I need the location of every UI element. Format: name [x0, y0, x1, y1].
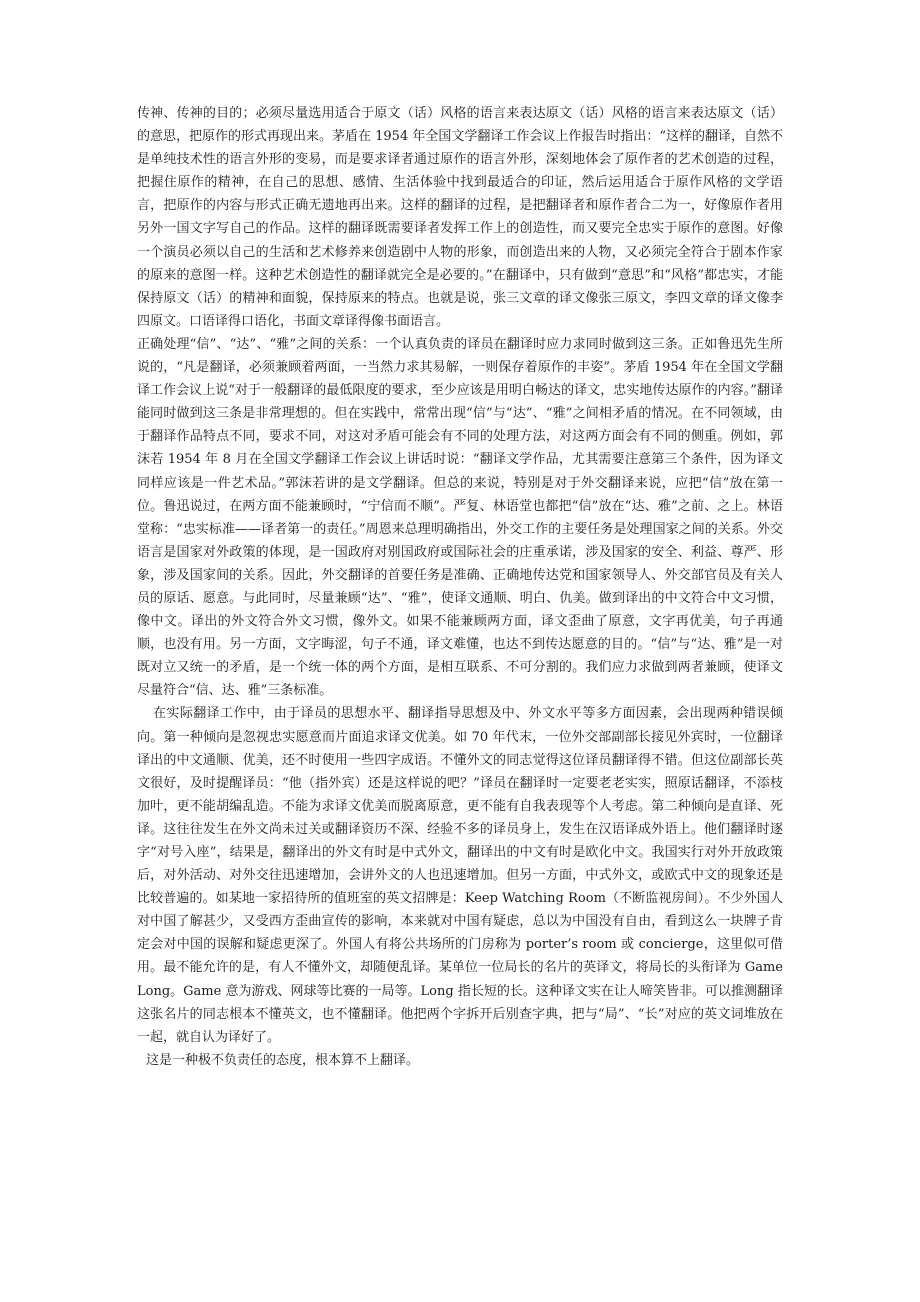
document-body	[137, 102, 783, 1072]
paragraph-conclusion: 这是一种极不负责任的态度，根本算不上翻译。	[146, 1052, 420, 1068]
paragraph-translation-style: 传神、传神的目的；必须尽量选用适合于原文（话）风格的语言来表达原文（话）风格的语言来表达原文（话）的意思，把原作的形式再现出来。茅盾在 1954 年全国文学翻译工作会议上作报告时指出：“这样的翻译，自然不是单纯技术性的语言外形的变易，而是要求译者通过原作的语言外形，深刻地体会了原作者的艺术创造的过程，把握住原作的精神，在自己的思想、感情、生活体验中找到最适合的印证，然后运用适合于原作风格的文学语言，把原作的内容与形式正确无遗地再出来。这样的翻译的过程，是把翻译者和原作者合二为一，好像原作者用另外一国文字写自己的作品。这样的翻译既需要译者发挥工作上的创造性，而又要完全忠实于原作的意图。好像一个演员必须以自己的生活和艺术修养来创造剧中人物的形象，而创造出来的人物，又必须完全符合于剧本作家的原来的意图一样。这种艺术创造性的翻译就完全是必要的。”在翻译中，只有做到“意思”和“风格”都忠实，才能保持原文（话）的精神和面貌，保持原来的特点。也就是说，张三文章的译文像张三原文，李四文章的译文像李四原文。口语译得口语化，书面文章译得像书面语言。	[137, 106, 783, 329]
paragraph-xin-da-ya: 正确处理“信”、“达”、“雅”之间的关系：一个认真负责的译员在翻译时应力求同时做到这三条。正如鲁迅先生所说的，“凡是翻译，必须兼顾着两面，一当然力求其易解，一则保存着原作的丰姿”。茅盾 1954 年在全国文学翻译工作会议上说“对于一般翻译的最低限度的要求，至少应该是用明白畅达的译文，忠实地传达原作的内容。”翻译能同时做到这三条是非常理想的。但在实践中，常常出现“信”与“达”、“雅”之间相矛盾的情况。在不同领域，由于翻译作品特点不同，要求不同，对这对矛盾可能会有不同的处理方法，对这两方面会有不同的侧重。例如，郭沫若 1954 年 8 月在全国文学翻译工作会议上讲话时说：“翻译文学作品，尤其需要注意第三个条件，因为译文同样应该是一件艺术品。”郭沫若讲的是文学翻译。但总的来说，特别是对于外交翻译来说，应把“信”放在第一位。鲁迅说过，在两方面不能兼顾时，“宁信而不顺”。严复、林语堂也都把“信”放在“达、雅”之前、之上。林语堂称：“忠实标准——译者第一的责任。”周恩来总理明确指出，外交工作的主要任务是处理国家之间的关系。外交语言是国家对外政策的体现，是一国政府对别国政府或国际社会的庄重承诺，涉及国家的安全、利益、尊严、形象，涉及国家间的关系。因此，外交翻译的首要任务是准确、正确地传达党和国家领导人、外交部官员及有关人员的原话、愿意。与此同时，尽量兼顾“达”、“雅”，使译文通顺、明白、仇美。做到译出的中文符合中文习惯，像中文。译出的外文符合外文习惯，像外文。如果不能兼顾两方面，译文歪曲了原意，文字再优美，句子再通顺，也没有用。另一方面，文字晦涩，句子不通，译文难懂，也达不到传达愿意的目的。“信”与“达、雅”是一对既对立又统一的矛盾，是一个统一体的两个方面，是相互联系、不可分割的。我们应力求做到两者兼顾，使译文尽量符合“信、达、雅”三条标准。	[137, 336, 783, 699]
paragraph-error-tendencies: 在实际翻译工作中，由于译员的思想水平、翻译指导思想及中、外文水平等多方面因素，会出现两种错误倾向。第一种倾向是忽视忠实愿意而片面追求译文优美。如 70 年代末，一位外交部副部长接见外宾时，一位翻译译出的中文通顺、优美，还不时使用一些四字成语。不懂外文的同志觉得这位译员翻译得不错。但这位副部长英文很好，及时提醒译员：“他（指外宾）还是这样说的吧？”译员在翻译时一定要老老实实，照原话翻译，不添枝加叶，更不能胡编乱造。不能为求译文优美而脱离原意，更不能有自我表现等个人考虑。第二种倾向是直译、死译。这往往发生在外文尚未过关或翻译资历不深、经验不多的译员身上，发生在汉语译成外语上。他们翻译时逐字“对号入座”，结果是，翻译出的外文有时是中式外文，翻译出的中文有时是欧化中文。我国实行对外开放政策后，对外活动、对外交往迅速增加，会讲外文的人也迅速增加。但另一方面，中式外文，或欧式中文的现象还是比较普遍的。如某地一家招待所的值班室的英文招牌是：Keep Watching Room（不断监视房间）。不少外国人对中国了解甚少，又受西方歪曲宣传的影响，本来就对中国有疑虑，总以为中国没有自由，看到这么一块牌子肯定会对中国的误解和疑虑更深了。外国人有将公共场所的门房称为 porter’s room 或 concierge，这里似可借用。最不能允许的是，有人不懂外文，却随便乱译。某单位一位局长的名片的英译文，将局长的头衔译为 Game Long。Game 意为游戏、网球等比赛的一局等。Long 指长短的长。这种译文实在让人啼笑皆非。可以推测翻译这张名片的同志根本不懂英文，也不懂翻译。他把两个字拆开后别查字典，把与“局”、“长”对应的英文词堆放在一起，就自认为译好了。	[137, 706, 783, 1045]
